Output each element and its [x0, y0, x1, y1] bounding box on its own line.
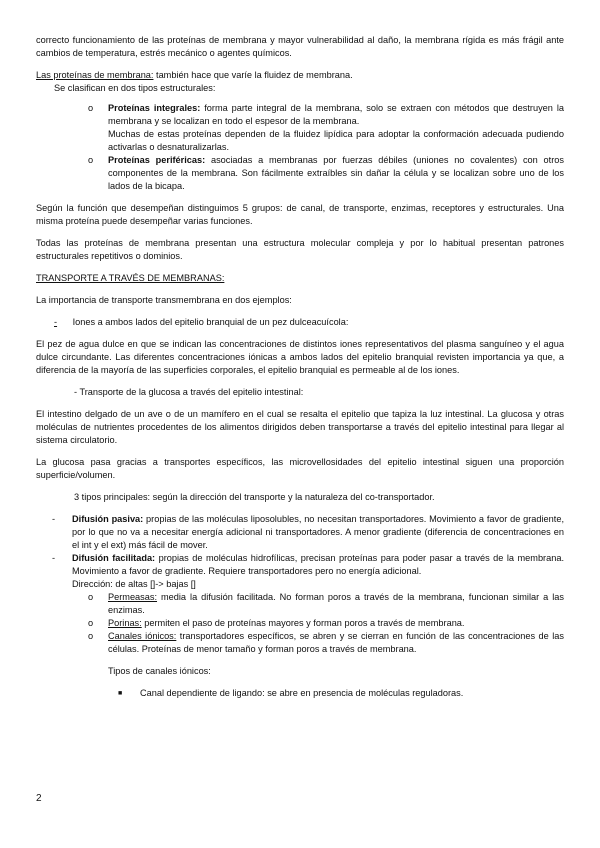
term-permeases: Permeasas: [108, 592, 158, 602]
paragraph-three-types: 3 tipos principales: según la dirección del transporte y la naturaleza del co-transportador. [74, 492, 435, 502]
facilitated-diffusion-text: propias de moléculas hidrofílicas, precisan proteínas para poder pasar a través de la membrana. Movimiento a favor de gradiente. Requiere transportadores pero no energía adicional. [72, 553, 564, 576]
circle-bullet-icon: o [88, 155, 94, 165]
list-item-peripheral-proteins [88, 154, 564, 193]
membrane-proteins-text: también hace que varíe la fluidez de membrana. [153, 70, 353, 80]
square-bullet-icon: ■ [118, 690, 123, 697]
ion-channels-text: transportadores específicos, se abren y se cierran en función de las concentraciones de las células. Proteínas de menor tamaño y forman poros a través de membrana. [108, 631, 564, 654]
paragraph-small-intestine: El intestino delgado de un ave o de un mamífero en el cual se resalta el epitelio que tapiza la luz intestinal. La glucosa y otras moléculas de nutrientes procedentes de los alimentos dirigidos deben transportarse a través del epitelio intestinal para llegar al sistema circulatorio. [36, 409, 564, 445]
transport-types-list [36, 513, 564, 591]
integral-proteins-text: forma parte integral de la membrana, solo se extraen con métodos que destruyen la membrana y se localizan en todo el espesor de la membrana. [108, 103, 564, 126]
circle-bullet-icon: o [88, 618, 94, 628]
list-item-facilitated-diffusion [52, 552, 564, 591]
term-facilitated-diffusion: Difusión facilitada: [72, 553, 156, 563]
page-number: 2 [36, 793, 42, 804]
term-ion-channels: Canales iónicos: [108, 631, 177, 641]
circle-bullet-icon: o [88, 592, 94, 602]
paragraph-membrane-rigidity: correcto funcionamiento de las proteínas de membrana y mayor vulnerabilidad al daño, la membrana rígida es más frágil ante cambios de temperatura, estrés mecánico o agentes químicos. [36, 35, 564, 58]
list-item-porins [88, 617, 564, 630]
paragraph-membrane-proteins [36, 69, 564, 82]
ligand-gated-channel-text: Canal dependiente de ligando: se abre en presencia de moléculas reguladoras. [140, 688, 464, 698]
integral-proteins-extra: Muchas de estas proteínas dependen de la fluidez lipídica para adoptar la conformación adecuada pudiendo activarlas o desnaturalizarlas. [108, 129, 564, 152]
term-membrane-proteins: Las proteínas de membrana: [36, 70, 154, 80]
term-peripheral-proteins: Proteínas periféricas: [108, 155, 206, 165]
transporter-types-list [36, 591, 564, 656]
circle-bullet-icon: o [88, 103, 94, 113]
paragraph-classification: Se clasifican en dos tipos estructurales: [54, 83, 216, 93]
term-passive-diffusion: Difusión pasiva: [72, 514, 144, 524]
paragraph-freshwater-fish: El pez de agua dulce en que se indican las concentraciones de distintos iones representativos del plasma sanguíneo y el agua dulce circundante. Las diferentes concentraciones iónicas a ambos lados del epitelio branquial revisten importancia ya que, a diferencia de la mayoría de las superficies corporales, el epitelio branquial es permeable al de los iones. [36, 339, 564, 375]
list-item-permeases [88, 591, 564, 617]
passive-diffusion-text: propias de las moléculas liposolubles, no necesitan transportadores. Movimiento a favor de gradiente, por lo que no va a necesitar energía adicional ni transportadores. A menor gradiente (diferencia de concentraciones en el int y el ext) más fácil de mover. [72, 514, 564, 550]
facilitated-diffusion-direction: Dirección: de altas []-> bajas [] [72, 579, 196, 589]
paragraph-transport-importance: La importancia de transporte transmembrana en dos ejemplos: [36, 295, 292, 305]
list-item-ligand-gated-channel [118, 687, 564, 700]
list-item-integral-proteins [88, 102, 564, 154]
term-integral-proteins: Proteínas integrales: [108, 103, 201, 113]
list-item-passive-diffusion [52, 513, 564, 552]
paragraph-ion-channel-types: Tipos de canales iónicos: [108, 666, 211, 676]
section-heading-transport: TRANSPORTE A TRAVÉS DE MEMBRANAS: [36, 273, 225, 283]
peripheral-proteins-text: asociadas a membranas por fuerzas débiles (uniones no covalentes) con otros componentes de la membrana. Son fácilmente extraíbles sin dañar la célula y se localizan sobre uno de los lados de la bicapa. [108, 155, 564, 191]
circle-bullet-icon: o [88, 631, 94, 641]
dash-bullet-icon: - [52, 514, 56, 524]
example-glucose: - Transporte de la glucosa a través del epitelio intestinal: [74, 387, 304, 397]
protein-types-list [36, 102, 564, 193]
permeases-text: media la difusión facilitada. No forman poros a través de la membrana, funcionan similar a las enzimas. [108, 592, 564, 615]
example-ions-text: Iones a ambos lados del epitelio branquial de un pez dulceacuícola: [72, 317, 349, 327]
porins-text: permiten el paso de proteínas mayores y forman poros a través de membrana. [141, 618, 465, 628]
dash-bullet-icon: - [54, 317, 58, 327]
paragraph-function-groups: Según la función que desempeñan distinguimos 5 grupos: de canal, de transporte, enzimas, receptores y estructurales. Una misma proteína puede desempeñar varias funciones. [36, 203, 564, 226]
paragraph-glucose-transport: La glucosa pasa gracias a transportes específicos, las microvellosidades del epitelio intestinal siguen una proporción superficie/volumen. [36, 457, 564, 480]
example-ions [54, 316, 564, 329]
dash-bullet-icon: - [52, 553, 56, 563]
term-porins: Porinas: [108, 618, 142, 628]
list-item-ion-channels [88, 630, 564, 656]
paragraph-structure: Todas las proteínas de membrana presentan una estructura molecular compleja y por lo habitual presentan patrones estructurales repetitivos o dominios. [36, 238, 564, 261]
